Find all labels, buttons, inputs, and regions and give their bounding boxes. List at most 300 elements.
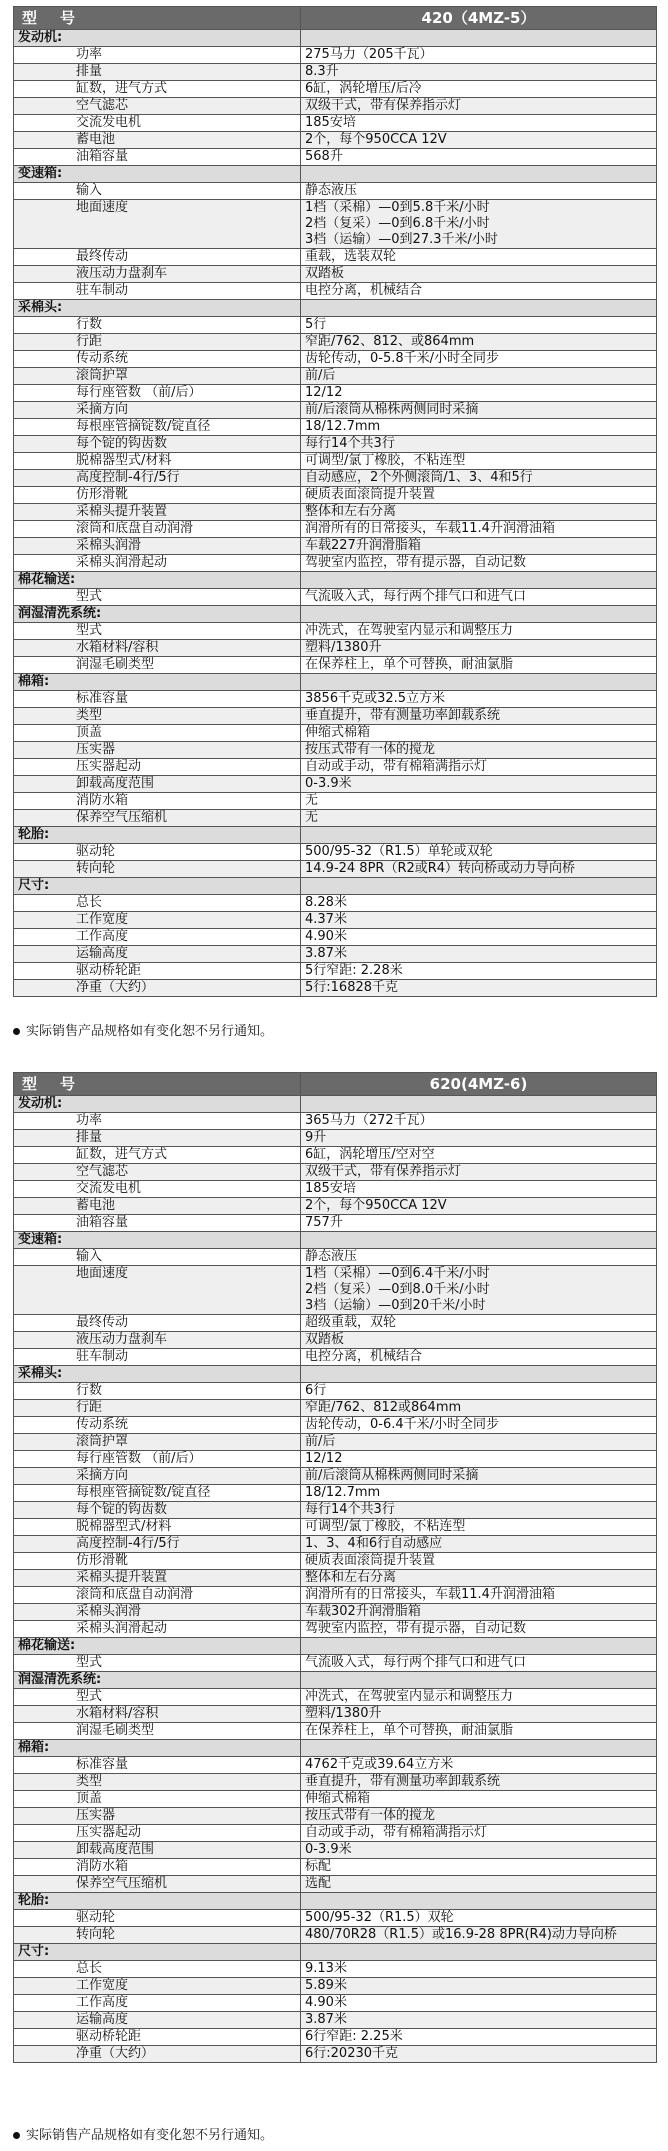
section-title: 棉花输送: [14,1638,301,1655]
spec-label-cell [14,1791,301,1808]
spec-label-cell [14,1485,301,1502]
spec-value: 伸缩式棉箱 [301,1791,657,1808]
spec-table-420 [13,6,657,997]
spec-label: 仿形滑靴 [76,487,129,502]
spec-label-cell [14,1468,301,1485]
spec-label-cell [14,1655,301,1672]
section-header-row [14,1893,657,1910]
spec-label-cell [14,1910,301,1927]
spec-label-cell [14,1876,301,1893]
spec-row [14,1417,657,1434]
spec-row [14,453,657,470]
spec-label-cell [14,334,301,351]
spec-value: 12/12 [301,1451,657,1468]
spec-label: 采棉头润滑起动 [76,1621,168,1636]
spec-value: 按压式带有一体的搅龙 [301,1808,657,1825]
spec-label: 转向轮 [76,861,116,876]
spec-label-cell [14,1961,301,1978]
spec-label-cell [14,132,301,149]
spec-label-cell [14,1689,301,1706]
spec-label-cell [14,385,301,402]
spec-row [14,1315,657,1332]
spec-label-cell [14,521,301,538]
spec-value: 500/95-32（R1.5）双轮 [301,1910,657,1927]
section-spacer [301,1672,657,1689]
spec-row [14,1808,657,1825]
disclaimer-note [13,1024,273,1040]
spec-label: 脱棉器型式/材料 [76,1519,172,1534]
spec-label: 消防水箱 [76,1859,129,1874]
spec-label-cell [14,929,301,946]
section-header-row [14,300,657,317]
spec-label-cell [14,1587,301,1604]
spec-value: 齿轮传动，0-6.4千米/小时全同步 [301,1417,657,1434]
spec-row [14,1502,657,1519]
spec-value: 车载227升润滑脂箱 [301,538,657,555]
spec-row [14,1249,657,1266]
spec-label-cell [14,776,301,793]
spec-row [14,810,657,827]
spec-label-cell [14,1181,301,1198]
spec-value: 5行 [301,317,657,334]
spec-label: 高度控制-4行/5行 [76,470,180,485]
spec-label-cell [14,1519,301,1536]
spec-value: 500/95-32（R1.5）单轮或双轮 [301,844,657,861]
spec-label: 高度控制-4行/5行 [76,1536,180,1551]
section-header-row [14,1672,657,1689]
section-header-row [14,1740,657,1757]
spec-label-cell [14,725,301,742]
spec-label-cell [14,691,301,708]
spec-row [14,470,657,487]
spec-value: 气流吸入式，每行两个排气口和进气口 [301,589,657,606]
section-title: 轮胎: [14,827,301,844]
spec-value: 6行窄距: 2.25米 [301,2029,657,2046]
spec-label: 总长 [76,895,103,910]
spec-label: 压实器起动 [76,759,142,774]
spec-label-cell [14,759,301,776]
spec-value: 9升 [301,1130,657,1147]
spec-label: 仿形滑靴 [76,1553,129,1568]
spec-value: 电控分离，机械结合 [301,283,657,300]
spec-row [14,776,657,793]
spec-label-cell [14,200,301,249]
spec-label-cell [14,1978,301,1995]
spec-value: 窄距/762、812、或864mm [301,334,657,351]
spec-value: 前/后滚筒从棉株两侧同时采摘 [301,1468,657,1485]
spec-label-cell [14,1383,301,1400]
spec-label: 类型 [76,1774,103,1789]
spec-value: 1档（采棉）—0到5.8千米/小时 2档（复采）—0到6.8千米/小时 3档（运输）—0到27.3千米/小时 [301,200,657,249]
section-header-row [14,827,657,844]
section-header-row [14,572,657,589]
spec-label-cell [14,1859,301,1876]
spec-row [14,1655,657,1672]
spec-label-cell [14,895,301,912]
spec-value: 3856千克或32.5立方米 [301,691,657,708]
spec-row [14,1825,657,1842]
spec-label: 传动系统 [76,351,129,366]
spec-row [14,1621,657,1638]
spec-label-cell [14,963,301,980]
spec-label: 总长 [76,1961,103,1976]
spec-value: 185安培 [301,1181,657,1198]
spec-label: 运输高度 [76,2012,129,2027]
spec-row [14,2012,657,2029]
spec-value: 垂直提升，带有测量功率卸载系统 [301,1774,657,1791]
spec-value: 自动或手动，带有棉箱满指示灯 [301,1825,657,1842]
spec-row [14,1519,657,1536]
spec-label-cell [14,368,301,385]
spec-label-cell [14,98,301,115]
section-header-row [14,1638,657,1655]
spec-label-cell [14,1621,301,1638]
spec-row [14,793,657,810]
section-title: 润湿清洗系统: [14,606,301,623]
spec-row [14,521,657,538]
spec-label-cell [14,453,301,470]
spec-row [14,334,657,351]
section-header-row [14,1096,657,1113]
section-header-row [14,1366,657,1383]
spec-label-cell [14,1130,301,1147]
spec-label-cell [14,623,301,640]
spec-label-cell [14,946,301,963]
spec-value: 硬质表面滚筒提升装置 [301,1553,657,1570]
spec-label: 采棉头提升装置 [76,504,168,519]
spec-label: 压实器起动 [76,1825,142,1840]
section-title: 采棉头: [14,300,301,317]
spec-label: 液压动力盘刹车 [76,1332,168,1347]
spec-label-cell [14,1215,301,1232]
spec-row [14,64,657,81]
spec-row [14,200,657,249]
spec-row [14,149,657,166]
spec-value: 3.87米 [301,946,657,963]
spec-label-cell [14,1417,301,1434]
spec-label-cell [14,1842,301,1859]
spec-label: 滚筒和底盘自动润滑 [76,521,194,536]
spec-label: 输入 [76,183,103,198]
spec-label: 驱动桥轮距 [76,2029,142,2044]
spec-label-cell [14,1995,301,2012]
spec-value: 整体和左右分离 [301,1570,657,1587]
section-spacer [301,674,657,691]
spec-value: 每行14个共3行 [301,436,657,453]
spec-value: 12/12 [301,385,657,402]
spec-label: 交流发电机 [76,115,142,130]
spec-row [14,691,657,708]
spec-label-cell [14,504,301,521]
spec-label-cell [14,1332,301,1349]
spec-value: 185安培 [301,115,657,132]
spec-label: 卸载高度范围 [76,776,155,791]
spec-label: 型式 [76,1655,103,1670]
section-title: 棉花输送: [14,572,301,589]
model-header-row [14,1073,657,1096]
spec-label: 排量 [76,1130,103,1145]
spec-label: 行距 [76,1400,103,1415]
spec-row [14,436,657,453]
spec-value: 5行窄距: 2.28米 [301,963,657,980]
spec-label-cell [14,487,301,504]
spec-value: 18/12.7mm [301,419,657,436]
spec-label: 顶盖 [76,725,103,740]
spec-label: 采棉头润滑 [76,538,142,553]
spec-row [14,946,657,963]
spec-row [14,266,657,283]
spec-value: 可调型/氯丁橡胶，不粘连型 [301,1519,657,1536]
spec-value: 自动或手动，带有棉箱满指示灯 [301,759,657,776]
spec-row [14,1400,657,1417]
spec-value: 双踏板 [301,1332,657,1349]
spec-row [14,317,657,334]
spec-value: 9.13米 [301,1961,657,1978]
spec-label: 油箱容量 [76,1215,129,1230]
spec-value: 365马力（272千瓦） [301,1113,657,1130]
section-spacer [301,1366,657,1383]
spec-label: 水箱材料/容积 [76,1706,159,1721]
spec-value: 0-3.9米 [301,776,657,793]
spec-row [14,1181,657,1198]
section-header-row [14,1232,657,1249]
spec-label-cell [14,640,301,657]
spec-label: 型式 [76,1689,103,1704]
spec-label-cell [14,1147,301,1164]
spec-label: 行数 [76,317,103,332]
spec-label: 行数 [76,1383,103,1398]
section-title: 发动机: [14,1096,301,1113]
spec-label: 每个锭的钩齿数 [76,436,168,451]
spec-row [14,861,657,878]
spec-value: 塑料/1380升 [301,640,657,657]
spec-label-cell [14,402,301,419]
spec-label: 排量 [76,64,103,79]
spec-value: 整体和左右分离 [301,504,657,521]
spec-value: 双踏板 [301,266,657,283]
spec-value: 润滑所有的日常接头，车载11.4升润滑油箱 [301,1587,657,1604]
spec-label-cell [14,589,301,606]
section-spacer [301,30,657,47]
spec-value: 6缸，涡轮增压/后冷 [301,81,657,98]
note-text: 实际销售产品规格如有变化恕不另行通知。 [26,2128,274,2143]
spec-value: 568升 [301,149,657,166]
spec-row [14,1147,657,1164]
spec-row [14,538,657,555]
spec-value: 可调型/氯丁橡胶，不粘连型 [301,453,657,470]
spec-label: 保养空气压缩机 [76,1876,168,1891]
spec-row [14,1961,657,1978]
spec-row [14,1553,657,1570]
spec-value: 超级重载，双轮 [301,1315,657,1332]
spec-label: 行距 [76,334,103,349]
spec-label: 驱动轮 [76,1910,116,1925]
spec-value: 每行14个共3行 [301,1502,657,1519]
spec-label: 压实器 [76,742,116,757]
spec-label: 每根座管摘锭数/锭直径 [76,419,211,434]
spec-value: 4.90米 [301,929,657,946]
spec-value: 480/70R28（R1.5）或16.9-28 8PR(R4)动力导向桥 [301,1927,657,1944]
spec-label: 净重（大约） [76,2046,155,2061]
spec-row [14,980,657,997]
spec-value: 无 [301,810,657,827]
spec-row [14,1332,657,1349]
spec-value: 3.87米 [301,2012,657,2029]
spec-label: 滚筒和底盘自动润滑 [76,1587,194,1602]
spec-label-cell [14,317,301,334]
spec-row [14,929,657,946]
spec-label-cell [14,183,301,200]
section-header-row [14,1944,657,1961]
model-name: 420（4MZ-5） [301,7,657,30]
spec-row [14,1536,657,1553]
spec-label-cell [14,81,301,98]
spec-label: 保养空气压缩机 [76,810,168,825]
spec-value: 18/12.7mm [301,1485,657,1502]
spec-label-cell [14,470,301,487]
spec-label-cell [14,742,301,759]
spec-label-cell [14,1774,301,1791]
spec-label: 顶盖 [76,1791,103,1806]
spec-label: 蓄电池 [76,1198,116,1213]
spec-label: 水箱材料/容积 [76,640,159,655]
section-spacer [301,1232,657,1249]
spec-label: 蓄电池 [76,132,116,147]
spec-label-cell [14,419,301,436]
spec-value: 4.90米 [301,1995,657,2012]
spec-row [14,1723,657,1740]
spec-row [14,1451,657,1468]
spec-label: 滚筒护罩 [76,1434,129,1449]
spec-label: 采摘方向 [76,1468,129,1483]
spec-row [14,742,657,759]
spec-value: 前/后滚筒从棉株两侧同时采摘 [301,402,657,419]
spec-label-cell [14,1502,301,1519]
spec-value: 伸缩式棉箱 [301,725,657,742]
spec-label-cell [14,1198,301,1215]
spec-table-620 [13,1072,657,2063]
spec-label-cell [14,249,301,266]
spec-label-cell [14,1113,301,1130]
spec-row [14,98,657,115]
spec-row [14,1927,657,1944]
spec-label-cell [14,1927,301,1944]
spec-label-cell [14,1400,301,1417]
spec-label: 消防水箱 [76,793,129,808]
spec-label: 转向轮 [76,1927,116,1942]
spec-row [14,844,657,861]
spec-label: 型式 [76,623,103,638]
spec-row [14,963,657,980]
spec-row [14,419,657,436]
spec-row [14,47,657,64]
spec-label-cell [14,2046,301,2063]
spec-value: 双级干式，带有保养指示灯 [301,98,657,115]
spec-label-cell [14,538,301,555]
spec-row [14,1842,657,1859]
spec-row [14,1774,657,1791]
spec-label: 卸载高度范围 [76,1842,155,1857]
spec-label-cell [14,1164,301,1181]
spec-value: 在保养柱上，单个可替换，耐油氯脂 [301,1723,657,1740]
spec-label: 采棉头提升装置 [76,1570,168,1585]
spec-label: 工作高度 [76,929,129,944]
section-title: 轮胎: [14,1893,301,1910]
spec-value: 标配 [301,1859,657,1876]
spec-value: 车载302升润滑脂箱 [301,1604,657,1621]
spec-row [14,623,657,640]
spec-label-cell [14,657,301,674]
spec-label: 地面速度 [76,200,129,215]
section-title: 变速箱: [14,166,301,183]
section-title: 变速箱: [14,1232,301,1249]
spec-value: 5.89米 [301,1978,657,1995]
spec-label: 运输高度 [76,946,129,961]
spec-value: 275马力（205千瓦） [301,47,657,64]
spec-row [14,132,657,149]
spec-value: 驾驶室内监控，带有提示器，自动记数 [301,1621,657,1638]
spec-row [14,1587,657,1604]
spec-row [14,1349,657,1366]
spec-label: 工作宽度 [76,912,129,927]
model-name: 620(4MZ-6) [301,1073,657,1096]
spec-value: 8.28米 [301,895,657,912]
section-header-row [14,878,657,895]
spec-row [14,1468,657,1485]
spec-label: 型式 [76,589,103,604]
spec-row [14,2046,657,2063]
spec-row [14,1570,657,1587]
section-title: 润湿清洗系统: [14,1672,301,1689]
spec-label: 缸数，进气方式 [76,81,168,96]
spec-value: 757升 [301,1215,657,1232]
spec-label-cell [14,115,301,132]
spec-label: 驻车制动 [76,1349,129,1364]
spec-label-cell [14,2012,301,2029]
spec-row [14,1383,657,1400]
spec-value: 8.3升 [301,64,657,81]
spec-label-cell [14,1249,301,1266]
spec-value: 塑料/1380升 [301,1706,657,1723]
spec-row [14,2029,657,2046]
section-spacer [301,878,657,895]
section-spacer [301,1944,657,1961]
section-spacer [301,827,657,844]
spec-label-cell [14,351,301,368]
section-header-row [14,30,657,47]
spec-label-cell [14,1349,301,1366]
spec-label-cell [14,1604,301,1621]
spec-row [14,640,657,657]
spec-label: 压实器 [76,1808,116,1823]
spec-row [14,657,657,674]
spec-row [14,368,657,385]
spec-value: 冲洗式，在驾驶室内显示和调整压力 [301,623,657,640]
spec-row [14,1266,657,1315]
spec-row [14,1198,657,1215]
spec-row [14,402,657,419]
spec-value: 前/后 [301,368,657,385]
spec-label: 驱动轮 [76,844,116,859]
spec-label: 每根座管摘锭数/锭直径 [76,1485,211,1500]
spec-label: 输入 [76,1249,103,1264]
spec-row [14,249,657,266]
spec-value: 5行:16828千克 [301,980,657,997]
spec-row [14,1604,657,1621]
disclaimer-note [13,2128,273,2144]
spec-row [14,1130,657,1147]
bullet-icon [13,1028,20,1035]
